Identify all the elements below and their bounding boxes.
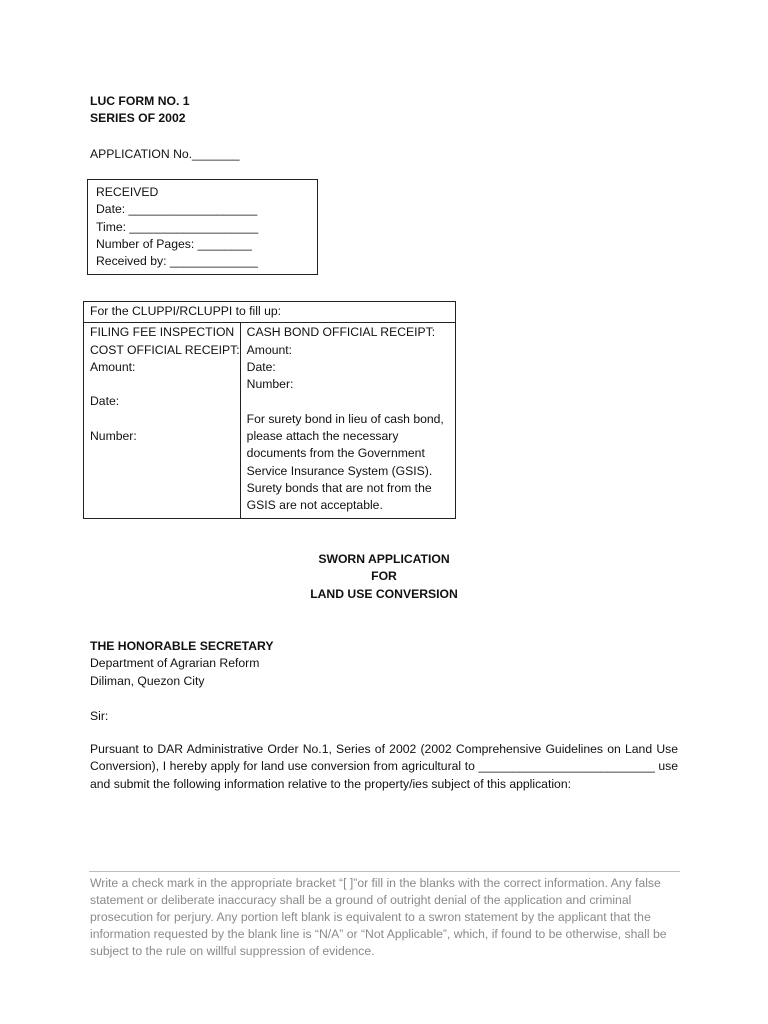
- note-divider: [89, 871, 680, 872]
- cash-bond-title: CASH BOND OFFICIAL RECEIPT:: [246, 325, 436, 340]
- surety-bond-note: For surety bond in lieu of cash bond, please attach the necessary documents from the Government Service Insurance System (GSIS). Surety bonds that are not from the GSIS are not acceptable.: [246, 411, 444, 513]
- addressee-department: Department of Agrarian Reform: [90, 656, 260, 671]
- title-line-1: SWORN APPLICATION: [318, 552, 450, 566]
- filing-fee-amount: Amount:: [90, 359, 136, 374]
- received-time: Time: ___________________: [96, 219, 259, 234]
- filing-fee-number: Number:: [90, 429, 137, 444]
- cash-bond-cell: [240, 323, 455, 518]
- fill-table-header: For the CLUPPI/RCLUPPI to fill up:: [84, 302, 456, 323]
- filing-fee-cell: [84, 323, 241, 518]
- application-body-paragraph: Pursuant to DAR Administrative Order No.1, Series of 2002 (2002 Comprehensive Guidelines on Land Use Conversion), I hereby apply for land use conversion from agricultural to __________________________ use and submit the following information relative to the property/ies subject of this application:: [90, 742, 678, 791]
- title-line-3: LAND USE CONVERSION: [310, 586, 458, 601]
- filing-fee-title-1: FILING FEE INSPECTION: [90, 325, 235, 340]
- received-pages: Number of Pages: ________: [96, 236, 252, 251]
- form-header: [90, 93, 190, 128]
- received-date: Date: ___________________: [96, 202, 258, 217]
- salutation: Sir:: [90, 709, 109, 723]
- received-by: Received by: _____________: [96, 254, 258, 269]
- filing-fee-date: Date:: [90, 394, 120, 409]
- cash-bond-amount: Amount:: [246, 342, 293, 357]
- addressee-address: Diliman, Quezon City: [90, 673, 205, 688]
- received-box: [87, 179, 318, 275]
- cash-bond-number: Number:: [246, 377, 294, 392]
- instruction-note: Write a check mark in the appropriate bracket “[ ]”or fill in the blanks with the correct information. Any false statement or deliberate inaccuracy shall be a ground of outright denial of the application and criminal prosecution for perjury. Any portion left blank is equivalent to a swron statement by the applicant that the information requested by the blank line is “N/A” or “Not Applicable”, which, if found to be otherwise, shall be subject to the rule on willful suppression of evidence.: [90, 876, 667, 958]
- received-title: RECEIVED: [96, 185, 159, 199]
- form-number: LUC FORM NO. 1: [90, 94, 190, 108]
- addressee-name: THE HONORABLE SECRETARY: [90, 639, 274, 653]
- addressee-block: [90, 638, 274, 690]
- document-title: [250, 551, 518, 603]
- form-series: SERIES OF 2002: [90, 111, 186, 126]
- cluppi-fill-table: [83, 301, 456, 519]
- cash-bond-date: Date:: [246, 359, 276, 374]
- filing-fee-title-2: COST OFFICIAL RECEIPT:: [90, 342, 240, 357]
- application-number: APPLICATION No._______: [90, 147, 240, 161]
- title-line-2: FOR: [371, 569, 397, 584]
